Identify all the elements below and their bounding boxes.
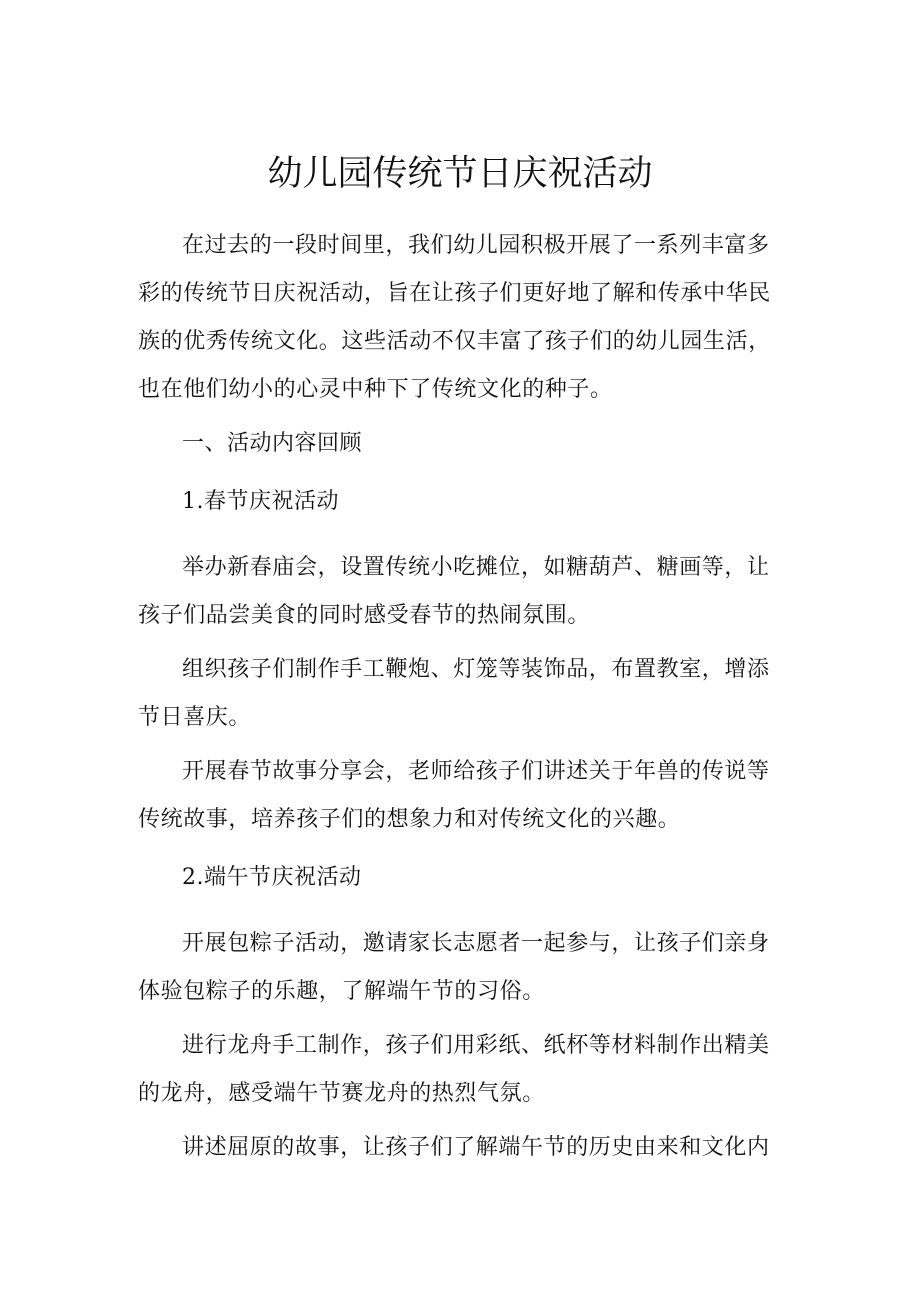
intro-line: 在过去的一段时间里，我们幼儿园积极开展了一系列丰富多	[182, 233, 770, 258]
paragraph-line: 进行龙舟手工制作，孩子们用彩纸、纸杯等材料制作出精美	[182, 1033, 770, 1058]
paragraph-line: 开展包粽子活动，邀请家长志愿者一起参与，让孩子们亲身	[182, 931, 770, 956]
spring-festival-paragraph-1	[138, 544, 786, 640]
spring-festival-paragraph-3	[138, 748, 786, 844]
intro-paragraph	[138, 222, 786, 414]
subsection-heading: 2.端午节庆祝活动	[182, 865, 362, 890]
page-title: 幼儿园传统节日庆祝活动	[267, 154, 653, 195]
spring-festival-paragraph-2	[138, 646, 786, 742]
paragraph-line: 举办新春庙会，设置传统小吃摊位，如糖葫芦、糖画等，让	[182, 555, 770, 580]
paragraph-line: 讲述屈原的故事，让孩子们了解端午节的历史由来和文化内	[182, 1135, 770, 1160]
paragraph-line: 的龙舟，感受端午节赛龙舟的热烈气氛。	[138, 1081, 545, 1106]
document-body	[138, 222, 786, 1172]
paragraph-line: 组织孩子们制作手工鞭炮、灯笼等装饰品，布置教室，增添	[182, 657, 770, 682]
paragraph-line: 体验包粽子的乐趣，了解端午节的习俗。	[138, 979, 545, 1004]
dragon-boat-paragraph-2	[138, 1022, 786, 1118]
paragraph-line: 节日喜庆。	[138, 705, 252, 730]
paragraph-line: 开展春节故事分享会，老师给孩子们讲述关于年兽的传说等	[182, 759, 770, 784]
subsection-heading: 1.春节庆祝活动	[182, 489, 339, 514]
paragraph-line: 孩子们品尝美食的同时感受春节的热闹氛围。	[138, 603, 591, 628]
section-heading: 一、活动内容回顾	[182, 431, 363, 456]
intro-line: 彩的传统节日庆祝活动，旨在让孩子们更好地了解和传承中华民	[138, 281, 771, 306]
paragraph-line: 传统故事，培养孩子们的想象力和对传统文化的兴趣。	[138, 807, 681, 832]
dragon-boat-paragraph-1	[138, 920, 786, 1016]
intro-line: 族的优秀传统文化。这些活动不仅丰富了孩子们的幼儿园生活，	[138, 329, 771, 354]
intro-line: 也在他们幼小的心灵中种下了传统文化的种子。	[138, 377, 613, 402]
dragon-boat-paragraph-3	[138, 1124, 786, 1172]
